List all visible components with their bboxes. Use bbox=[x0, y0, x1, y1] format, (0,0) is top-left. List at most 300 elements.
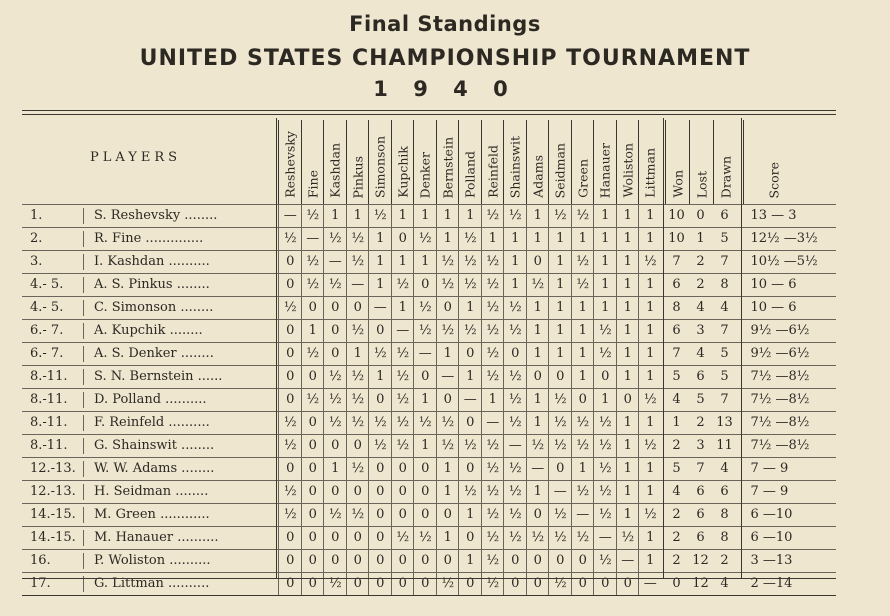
totals-header-label: Lost bbox=[694, 170, 709, 198]
result-cell: 1 bbox=[638, 366, 662, 388]
result-cell: — bbox=[548, 481, 572, 503]
result-cell: 0 bbox=[436, 550, 460, 572]
column-header-littman bbox=[638, 120, 662, 204]
won-count: 7 bbox=[672, 254, 681, 269]
result-cell: — bbox=[368, 297, 392, 319]
result-cell: 0 bbox=[301, 297, 325, 319]
lost-count: 4 bbox=[696, 346, 705, 361]
rank-divider bbox=[83, 553, 84, 569]
rank: 4.- 5. bbox=[30, 277, 64, 292]
lost-count: 3 bbox=[696, 438, 705, 453]
result-cell: 1 bbox=[458, 297, 482, 319]
rank-divider bbox=[83, 530, 84, 546]
column-header-label: Bernstein bbox=[440, 136, 456, 198]
tournament-year: 1 9 4 0 bbox=[373, 77, 517, 101]
result-cell: ½ bbox=[346, 251, 370, 273]
result-cell: ½ bbox=[593, 458, 617, 480]
drawn-count: 6 bbox=[720, 484, 729, 499]
result-cell: 1 bbox=[616, 251, 640, 273]
result-cell: 1 bbox=[458, 550, 482, 572]
result-cell: 1 bbox=[391, 297, 415, 319]
result-cell: ½ bbox=[571, 412, 595, 434]
result-cell: ½ bbox=[301, 205, 325, 227]
result-cell: 1 bbox=[616, 205, 640, 227]
result-cell: 0 bbox=[368, 458, 392, 480]
score: 2 —14 bbox=[750, 576, 793, 591]
rank: 16. bbox=[30, 553, 51, 568]
result-cell: ½ bbox=[278, 412, 302, 434]
result-cell: ½ bbox=[301, 343, 325, 365]
result-cell: ½ bbox=[323, 504, 347, 526]
result-cell: 1 bbox=[616, 481, 640, 503]
result-cell: 0 bbox=[301, 412, 325, 434]
result-cell: — bbox=[278, 205, 302, 227]
player-name: M. Green ............ bbox=[94, 507, 210, 522]
result-cell: 0 bbox=[391, 504, 415, 526]
column-header-woliston bbox=[616, 120, 640, 204]
drawn-count: 4 bbox=[720, 300, 729, 315]
result-cell: 0 bbox=[571, 389, 595, 411]
lost-count: 12 bbox=[692, 576, 709, 591]
result-cell: ½ bbox=[548, 573, 572, 595]
result-cell: 1 bbox=[526, 412, 550, 434]
rank-divider bbox=[83, 277, 84, 293]
result-cell: 1 bbox=[616, 366, 640, 388]
lost-count: 0 bbox=[696, 208, 705, 223]
result-cell: 0 bbox=[278, 343, 302, 365]
column-header-kashdan bbox=[323, 120, 347, 204]
drawn-count: 4 bbox=[720, 461, 729, 476]
result-cell: ½ bbox=[368, 343, 392, 365]
result-cell: 1 bbox=[571, 366, 595, 388]
result-cell: 1 bbox=[323, 458, 347, 480]
won-count: 6 bbox=[672, 277, 681, 292]
result-cell: ½ bbox=[593, 550, 617, 572]
result-cell: 0 bbox=[503, 573, 527, 595]
result-cell: ½ bbox=[413, 412, 437, 434]
result-cell: 0 bbox=[368, 504, 392, 526]
won-count: 2 bbox=[672, 553, 681, 568]
result-cell: 0 bbox=[548, 458, 572, 480]
result-cell: 1 bbox=[571, 297, 595, 319]
result-cell: 0 bbox=[413, 550, 437, 572]
result-cell: ½ bbox=[503, 527, 527, 549]
result-cell: ½ bbox=[481, 251, 505, 273]
result-cell: 1 bbox=[638, 458, 662, 480]
result-cell: 1 bbox=[436, 228, 460, 250]
result-cell: 0 bbox=[458, 527, 482, 549]
result-cell: 1 bbox=[616, 343, 640, 365]
result-cell: ½ bbox=[346, 389, 370, 411]
result-cell: ½ bbox=[638, 435, 662, 457]
drawn-count: 8 bbox=[720, 507, 729, 522]
score: 6 —10 bbox=[750, 507, 793, 522]
result-cell: ½ bbox=[436, 274, 460, 296]
result-cell: ½ bbox=[593, 435, 617, 457]
result-cell: ½ bbox=[301, 251, 325, 273]
result-cell: ½ bbox=[391, 389, 415, 411]
result-cell: ½ bbox=[548, 504, 572, 526]
rank: 4.- 5. bbox=[30, 300, 64, 315]
result-cell: 0 bbox=[278, 274, 302, 296]
result-cell: 1 bbox=[571, 320, 595, 342]
column-header-label: Hanauer bbox=[597, 142, 613, 198]
result-cell: 1 bbox=[391, 251, 415, 273]
result-cell: ½ bbox=[413, 297, 437, 319]
column-header-reinfeld bbox=[481, 120, 505, 204]
result-cell: ½ bbox=[548, 205, 572, 227]
result-cell: ½ bbox=[346, 412, 370, 434]
result-cell: 1 bbox=[526, 389, 550, 411]
result-cell: 1 bbox=[638, 481, 662, 503]
column-header-green bbox=[571, 120, 595, 204]
result-cell: 0 bbox=[413, 274, 437, 296]
result-cell: ½ bbox=[391, 366, 415, 388]
player-name: S. Reshevsky ........ bbox=[94, 208, 218, 223]
result-cell: ½ bbox=[571, 274, 595, 296]
result-cell: ½ bbox=[481, 320, 505, 342]
result-cell: 1 bbox=[548, 320, 572, 342]
score: 10 — 6 bbox=[750, 300, 797, 315]
table-row bbox=[22, 549, 836, 572]
result-cell: 0 bbox=[323, 297, 347, 319]
column-divider bbox=[663, 118, 664, 578]
top-rule-2 bbox=[22, 114, 836, 115]
column-header-label: Polland bbox=[462, 151, 478, 198]
player-name: M. Hanauer .......... bbox=[94, 530, 219, 545]
table-row bbox=[22, 526, 836, 549]
result-cell: ½ bbox=[481, 481, 505, 503]
result-cell: ½ bbox=[526, 274, 550, 296]
result-cell: ½ bbox=[638, 504, 662, 526]
result-cell: ½ bbox=[548, 412, 572, 434]
rank: 6.- 7. bbox=[30, 346, 64, 361]
result-cell: — bbox=[413, 343, 437, 365]
player-name: R. Fine .............. bbox=[94, 231, 204, 246]
result-cell: 0 bbox=[278, 550, 302, 572]
rank: 6.- 7. bbox=[30, 323, 64, 338]
result-cell: 1 bbox=[526, 297, 550, 319]
standings-table bbox=[22, 204, 836, 596]
score: 9½ —6½ bbox=[750, 346, 810, 361]
result-cell: 1 bbox=[436, 458, 460, 480]
drawn-count: 7 bbox=[720, 323, 729, 338]
result-cell: 0 bbox=[571, 550, 595, 572]
result-cell: ½ bbox=[436, 412, 460, 434]
result-cell: ½ bbox=[458, 435, 482, 457]
result-cell: — bbox=[571, 504, 595, 526]
column-header-label: Simonson bbox=[372, 136, 388, 198]
table-row bbox=[22, 342, 836, 365]
result-cell: 0 bbox=[458, 343, 482, 365]
result-cell: ½ bbox=[458, 274, 482, 296]
result-cell: 0 bbox=[593, 573, 617, 595]
result-cell: ½ bbox=[278, 481, 302, 503]
result-cell: ½ bbox=[571, 435, 595, 457]
result-cell: 0 bbox=[413, 481, 437, 503]
result-cell: 0 bbox=[346, 550, 370, 572]
column-header-label: Seidman bbox=[552, 142, 568, 198]
result-cell: 1 bbox=[346, 343, 370, 365]
result-cell: ½ bbox=[323, 412, 347, 434]
lost-count: 6 bbox=[696, 507, 705, 522]
result-cell: ½ bbox=[503, 389, 527, 411]
table-row bbox=[22, 457, 836, 480]
lost-count: 2 bbox=[696, 415, 705, 430]
totals-header-label: Won bbox=[670, 170, 685, 198]
result-cell: ½ bbox=[638, 251, 662, 273]
result-cell: ½ bbox=[503, 320, 527, 342]
result-cell: 0 bbox=[526, 573, 550, 595]
result-cell: 0 bbox=[503, 343, 527, 365]
result-cell: ½ bbox=[548, 435, 572, 457]
result-cell: 0 bbox=[346, 297, 370, 319]
won-count: 10 bbox=[668, 231, 685, 246]
column-header-label: Reshevsky bbox=[282, 131, 298, 198]
result-cell: ½ bbox=[301, 274, 325, 296]
result-cell: ½ bbox=[346, 228, 370, 250]
result-cell: 0 bbox=[278, 573, 302, 595]
result-cell: ½ bbox=[346, 458, 370, 480]
result-cell: 0 bbox=[278, 458, 302, 480]
result-cell: 0 bbox=[391, 550, 415, 572]
result-cell: 1 bbox=[526, 205, 550, 227]
result-cell: 1 bbox=[638, 343, 662, 365]
result-cell: — bbox=[526, 458, 550, 480]
result-cell: 1 bbox=[368, 274, 392, 296]
result-cell: 0 bbox=[616, 389, 640, 411]
lost-count: 5 bbox=[696, 392, 705, 407]
player-name: C. Simonson ........ bbox=[94, 300, 214, 315]
won-count: 7 bbox=[672, 346, 681, 361]
result-cell: — bbox=[391, 320, 415, 342]
result-cell: 1 bbox=[548, 274, 572, 296]
result-cell: ½ bbox=[616, 527, 640, 549]
result-cell: 1 bbox=[616, 412, 640, 434]
result-cell: ½ bbox=[571, 481, 595, 503]
score: 7½ —8½ bbox=[750, 369, 810, 384]
result-cell: 1 bbox=[503, 274, 527, 296]
rank: 1. bbox=[30, 208, 43, 223]
result-cell: 1 bbox=[571, 458, 595, 480]
result-cell: 0 bbox=[436, 389, 460, 411]
result-cell: ½ bbox=[436, 320, 460, 342]
result-cell: 0 bbox=[368, 481, 392, 503]
result-cell: 0 bbox=[323, 527, 347, 549]
drawn-count: 6 bbox=[720, 208, 729, 223]
result-cell: 0 bbox=[301, 435, 325, 457]
result-cell: 1 bbox=[481, 389, 505, 411]
won-count: 5 bbox=[672, 461, 681, 476]
result-cell: ½ bbox=[391, 412, 415, 434]
result-cell: 1 bbox=[368, 366, 392, 388]
result-cell: 0 bbox=[616, 573, 640, 595]
drawn-count: 4 bbox=[720, 576, 729, 591]
result-cell: — bbox=[616, 550, 640, 572]
result-cell: 0 bbox=[413, 458, 437, 480]
result-cell: ½ bbox=[481, 550, 505, 572]
result-cell: ½ bbox=[548, 389, 572, 411]
score: 7 — 9 bbox=[750, 461, 789, 476]
result-cell: 0 bbox=[323, 435, 347, 457]
result-cell: 1 bbox=[638, 412, 662, 434]
rank: 12.-13. bbox=[30, 484, 76, 499]
result-cell: 1 bbox=[481, 228, 505, 250]
score: 9½ —6½ bbox=[750, 323, 810, 338]
result-cell: ½ bbox=[436, 435, 460, 457]
column-header-label: Adams bbox=[530, 155, 546, 198]
result-cell: 1 bbox=[323, 205, 347, 227]
result-cell: 0 bbox=[413, 573, 437, 595]
result-cell: ½ bbox=[593, 320, 617, 342]
result-cell: ½ bbox=[391, 435, 415, 457]
drawn-count: 8 bbox=[720, 530, 729, 545]
result-cell: 1 bbox=[616, 504, 640, 526]
rank-divider bbox=[83, 231, 84, 247]
won-count: 0 bbox=[672, 576, 681, 591]
result-cell: 0 bbox=[368, 527, 392, 549]
drawn-count: 13 bbox=[716, 415, 733, 430]
lost-count: 2 bbox=[696, 254, 705, 269]
result-cell: ½ bbox=[503, 504, 527, 526]
result-cell: ½ bbox=[436, 573, 460, 595]
result-cell: ½ bbox=[481, 573, 505, 595]
totals-header-drawn bbox=[713, 120, 738, 204]
result-cell: 0 bbox=[278, 527, 302, 549]
result-cell: ½ bbox=[593, 481, 617, 503]
result-cell: ½ bbox=[458, 320, 482, 342]
column-header-label: Pinkus bbox=[350, 155, 366, 198]
result-cell: 1 bbox=[526, 343, 550, 365]
table-row bbox=[22, 250, 836, 273]
result-cell: 1 bbox=[548, 251, 572, 273]
won-count: 2 bbox=[672, 507, 681, 522]
rank-divider bbox=[83, 369, 84, 385]
won-count: 4 bbox=[672, 392, 681, 407]
column-divider bbox=[741, 118, 742, 578]
result-cell: 1 bbox=[391, 205, 415, 227]
drawn-count: 2 bbox=[720, 553, 729, 568]
result-cell: 0 bbox=[391, 481, 415, 503]
result-cell: ½ bbox=[346, 504, 370, 526]
drawn-count: 5 bbox=[720, 346, 729, 361]
player-name: P. Woliston .......... bbox=[94, 553, 211, 568]
score: 12½ —3½ bbox=[750, 231, 818, 246]
score-header bbox=[743, 120, 804, 204]
drawn-count: 7 bbox=[720, 392, 729, 407]
result-cell: 0 bbox=[278, 389, 302, 411]
result-cell: 0 bbox=[458, 458, 482, 480]
result-cell: 0 bbox=[458, 412, 482, 434]
score: 10 — 6 bbox=[750, 277, 797, 292]
result-cell: 1 bbox=[638, 320, 662, 342]
score: 13 — 3 bbox=[750, 208, 797, 223]
result-cell: 0 bbox=[593, 366, 617, 388]
result-cell: 0 bbox=[571, 573, 595, 595]
result-cell: ½ bbox=[593, 504, 617, 526]
result-cell: 1 bbox=[413, 205, 437, 227]
result-cell: 0 bbox=[278, 251, 302, 273]
result-cell: — bbox=[481, 412, 505, 434]
rank-divider bbox=[83, 507, 84, 523]
result-cell: ½ bbox=[526, 435, 550, 457]
player-name: G. Littman .......... bbox=[94, 576, 210, 591]
rank-divider bbox=[83, 323, 84, 339]
result-cell: 0 bbox=[413, 366, 437, 388]
column-header-label: Kashdan bbox=[327, 143, 343, 198]
result-cell: 1 bbox=[616, 297, 640, 319]
result-cell: ½ bbox=[278, 504, 302, 526]
rank: 14.-15. bbox=[30, 530, 76, 545]
column-header-seidman bbox=[548, 120, 572, 204]
rank-divider bbox=[83, 415, 84, 431]
result-cell: 1 bbox=[638, 274, 662, 296]
result-cell: 1 bbox=[638, 228, 662, 250]
result-cell: ½ bbox=[278, 297, 302, 319]
column-header-label: Fine bbox=[305, 169, 321, 198]
result-cell: — bbox=[593, 527, 617, 549]
lost-count: 6 bbox=[696, 369, 705, 384]
result-cell: 0 bbox=[526, 550, 550, 572]
column-header-label: Green bbox=[575, 159, 591, 198]
rank: 14.-15. bbox=[30, 507, 76, 522]
result-cell: ½ bbox=[571, 527, 595, 549]
lost-count: 6 bbox=[696, 530, 705, 545]
table-row bbox=[22, 572, 836, 596]
result-cell: 1 bbox=[458, 366, 482, 388]
result-cell: 1 bbox=[638, 550, 662, 572]
drawn-count: 11 bbox=[716, 438, 733, 453]
result-cell: 1 bbox=[616, 435, 640, 457]
result-cell: ½ bbox=[278, 435, 302, 457]
rank: 8.-11. bbox=[30, 438, 68, 453]
rank: 2. bbox=[30, 231, 43, 246]
result-cell: 0 bbox=[526, 366, 550, 388]
result-cell: 1 bbox=[301, 320, 325, 342]
column-header-hanauer bbox=[593, 120, 617, 204]
result-cell: 0 bbox=[458, 573, 482, 595]
result-cell: ½ bbox=[323, 366, 347, 388]
result-cell: ½ bbox=[481, 504, 505, 526]
result-cell: ½ bbox=[323, 573, 347, 595]
result-cell: ½ bbox=[481, 366, 505, 388]
player-name: F. Reinfeld .......... bbox=[94, 415, 210, 430]
column-header-label: Woliston bbox=[620, 143, 636, 198]
column-header-polland bbox=[458, 120, 482, 204]
result-cell: 0 bbox=[323, 481, 347, 503]
result-cell: 1 bbox=[548, 343, 572, 365]
result-cell: 1 bbox=[413, 389, 437, 411]
table-row bbox=[22, 411, 836, 434]
result-cell: 0 bbox=[413, 504, 437, 526]
score: 7½ —8½ bbox=[750, 392, 810, 407]
result-cell: 0 bbox=[346, 435, 370, 457]
result-cell: ½ bbox=[391, 527, 415, 549]
rank-divider bbox=[83, 438, 84, 454]
result-cell: ½ bbox=[503, 412, 527, 434]
column-header-pinkus bbox=[346, 120, 370, 204]
result-cell: 1 bbox=[548, 297, 572, 319]
result-cell: ½ bbox=[413, 527, 437, 549]
result-cell: ½ bbox=[436, 251, 460, 273]
page-title: Final Standings bbox=[349, 12, 541, 36]
result-cell: 1 bbox=[593, 205, 617, 227]
lost-count: 3 bbox=[696, 323, 705, 338]
result-cell: 0 bbox=[436, 297, 460, 319]
column-header-fine bbox=[301, 120, 325, 204]
result-cell: 1 bbox=[616, 228, 640, 250]
result-cell: 0 bbox=[301, 366, 325, 388]
